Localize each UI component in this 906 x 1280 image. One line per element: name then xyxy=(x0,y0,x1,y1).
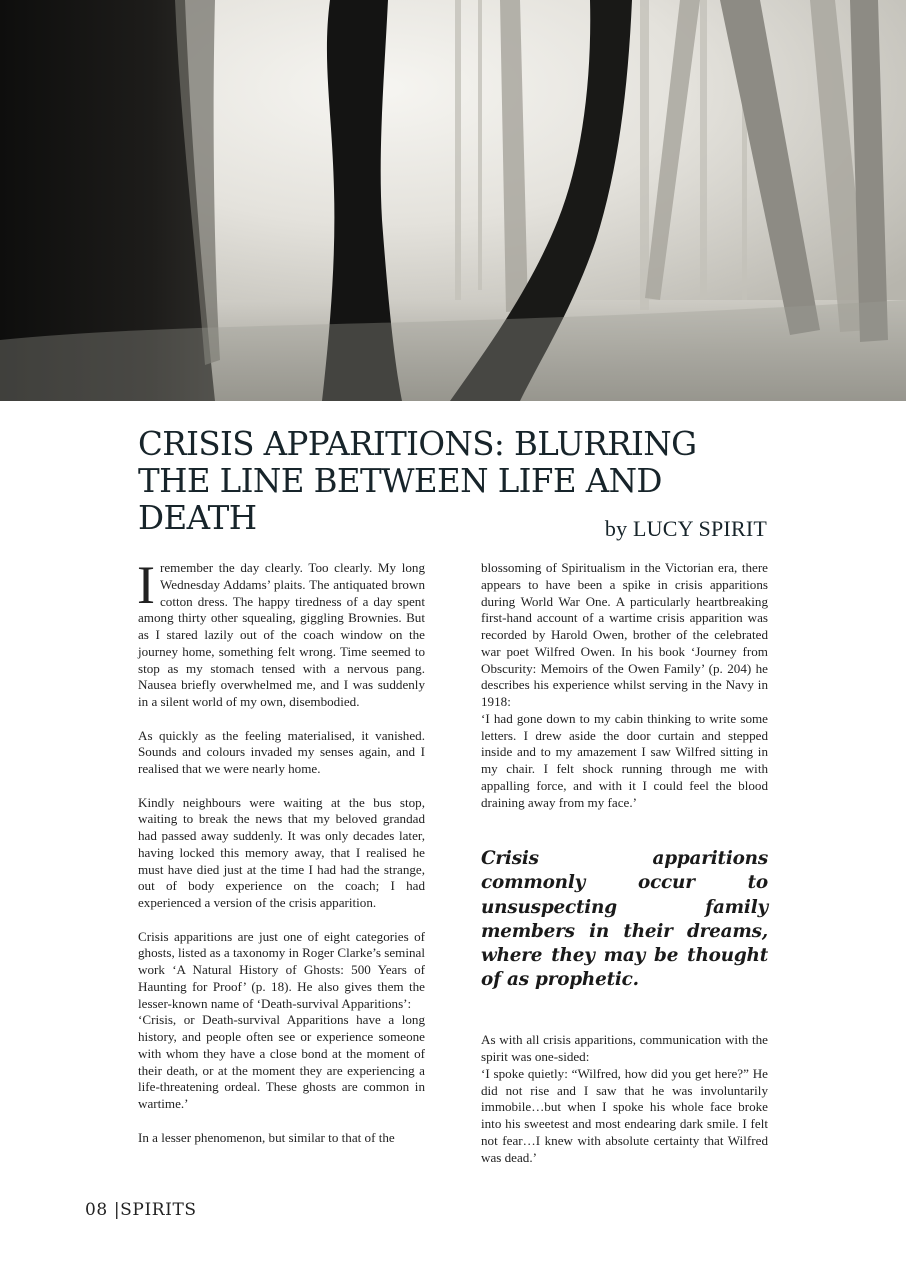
misty-forest-photo xyxy=(0,0,906,401)
quoted-passage: ‘I had gone down to my cabin thinking to write some letters. I drew aside the door curtain and stepped inside and to my amazement I saw Wilfred sitting in my chair. I felt shock running through me with appalling force, and with it I could feel the blood draining away from my face.’ xyxy=(481,710,768,810)
quoted-passage: ‘Crisis, or Death-survival Apparitions have a long history, and people often see or experience someone with whom they have a close bond at the moment of their death, or at the moment they are experiencing a life-threatening ordeal. These ghosts are common in wartime.’ xyxy=(138,1012,425,1111)
article-title: CRISIS APPARITIONS: BLURRING THE LINE BETWEEN LIFE AND DEATH xyxy=(138,425,697,537)
article-paragraph: Crisis apparitions are just one of eight categories of ghosts, listed as a taxonomy in Roger Clarke’s seminal work ‘A Natural History of Ghosts: 500 Years of Haunting for Proof’ (p. 18). He also gives them the lesser-known name of ‘Death-survival Apparitions’: xyxy=(138,928,425,1011)
article-byline: by LUCY SPIRIT xyxy=(604,516,767,541)
page-footer: 08 |SPIRITS xyxy=(85,1200,197,1220)
paragraph-text: remember the day clearly. Too clearly. My long Wednesday Addams’ plaits. The antiquated brown cotton dress. The happy tiredness of a day spent among thirty other squealing, giggling Brownies. But as I stared lazily out of the coach window on the journey home, something felt wrong. Time seemed to stop as my stomach tensed with a nervous pang. Nausea briefly overwhelmed me, and I was suddenly in a silent world of my own, disembodied. xyxy=(138,560,425,709)
article-paragraph: As with all crisis apparitions, communication with the spirit was one-sided: xyxy=(481,1032,768,1065)
article-paragraph: As quickly as the feeling materialised, it vanished. Sounds and colours invaded my senses again, and I realised that we were nearly home. xyxy=(138,727,425,776)
article-paragraph: In a lesser phenomenon, but similar to that of the xyxy=(138,1129,395,1145)
article-column-right xyxy=(481,560,768,1183)
hero-image xyxy=(0,0,906,401)
article-paragraph xyxy=(137,555,425,711)
drop-cap: I xyxy=(137,555,155,615)
quoted-passage: ‘I spoke quietly: “Wilfred, how did you get here?” He did not rise and I saw that he was involuntarily immobile…but when I spoke his whole face broke into his sweetest and most endearing dark smile. I felt not fear…I knew with absolute certainty that Wilfred was dead.’ xyxy=(481,1065,768,1165)
article-paragraph: blossoming of Spiritualism in the Victorian era, there appears to have been a spike in crisis apparitions during World War One. A particularly heartbreaking first-hand account of a wartime crisis apparition was recorded by Harold Owen, brother of the celebrated war poet Wilfred Owen. In his book ‘Journey from Obscurity: Memoirs of the Owen Family’ (p. 204) he describes his experience whilst serving in the Navy in 1918: xyxy=(481,560,768,709)
article-column-left xyxy=(137,555,425,1163)
pull-quote: Crisis apparitions commonly occur to unsuspecting family members in their dreams, where they may be thought of as prophetic. xyxy=(481,848,768,991)
article-paragraph: Kindly neighbours were waiting at the bus stop, waiting to break the news that my beloved grandad had passed away suddenly. It was only decades later, having locked this memory away, that I realised he must have died just at the time I had had the strange, out of body experience on the coach; I had experienced a version of the crisis apparition. xyxy=(138,794,425,910)
